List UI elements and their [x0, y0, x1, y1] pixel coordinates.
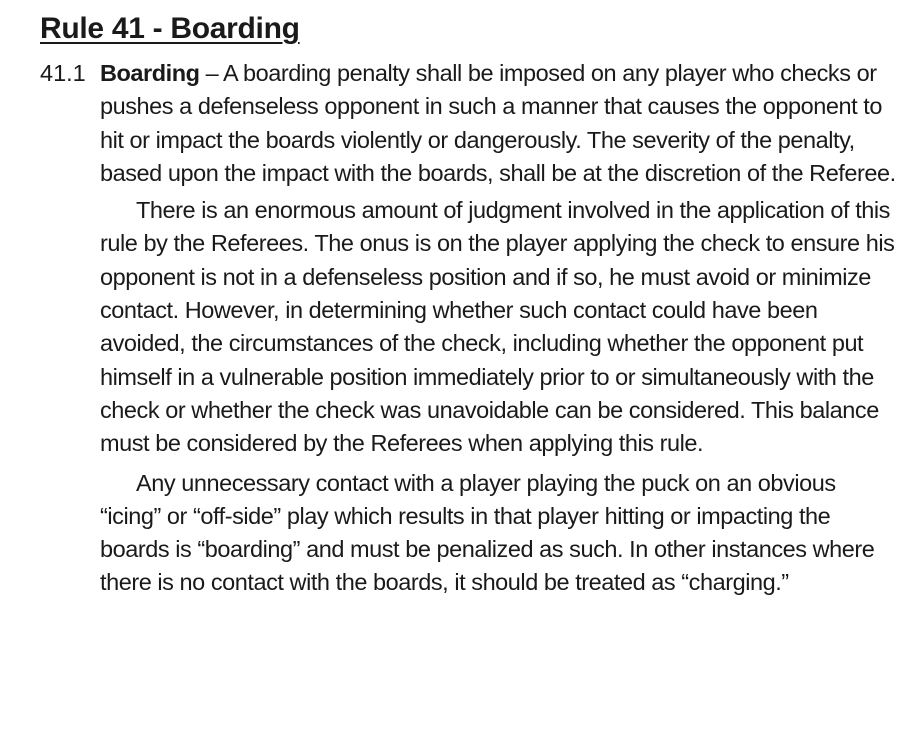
contact-paragraph: Any unnecessary contact with a player playing the puck on an obvious “icing” or “off-side” play which results in that player hitting or impacting the boards is “boarding” and must be penalized as such. In other instances where there is no contact with the boards, it should be treated as “charging.” — [100, 469, 875, 596]
judgment-paragraph: There is an enormous amount of judgment involved in the application of this rule by the Referees. The onus is on the player applying the check to ensure his opponent is not in a defenseless position and if so, he must avoid or minimize contact. However, in determining whether such contact could have been avoided, the circumstances of the check, including whether the opponent put himself in a vulnerable position immediately prior to or simultaneously with the check or whether the check was unavoidable can be considered. This balance must be considered by the Referees when applying this rule. — [100, 197, 895, 457]
rule-definition-paragraph — [100, 57, 900, 190]
rule-title: Rule 41 - Boarding — [40, 12, 300, 45]
section-number: 41.1 — [40, 60, 86, 86]
section-body — [100, 57, 900, 600]
rule-term: Boarding — [100, 60, 200, 86]
rule-definition-text: – A boarding penalty shall be imposed on any player who checks or pushes a defenseless opponent in such a manner that causes the opponent to hit or impact the boards violently or dangerously. The severity of the penalty, based upon the impact with the boards, shall be at the discretion of the Referee. — [100, 60, 896, 186]
